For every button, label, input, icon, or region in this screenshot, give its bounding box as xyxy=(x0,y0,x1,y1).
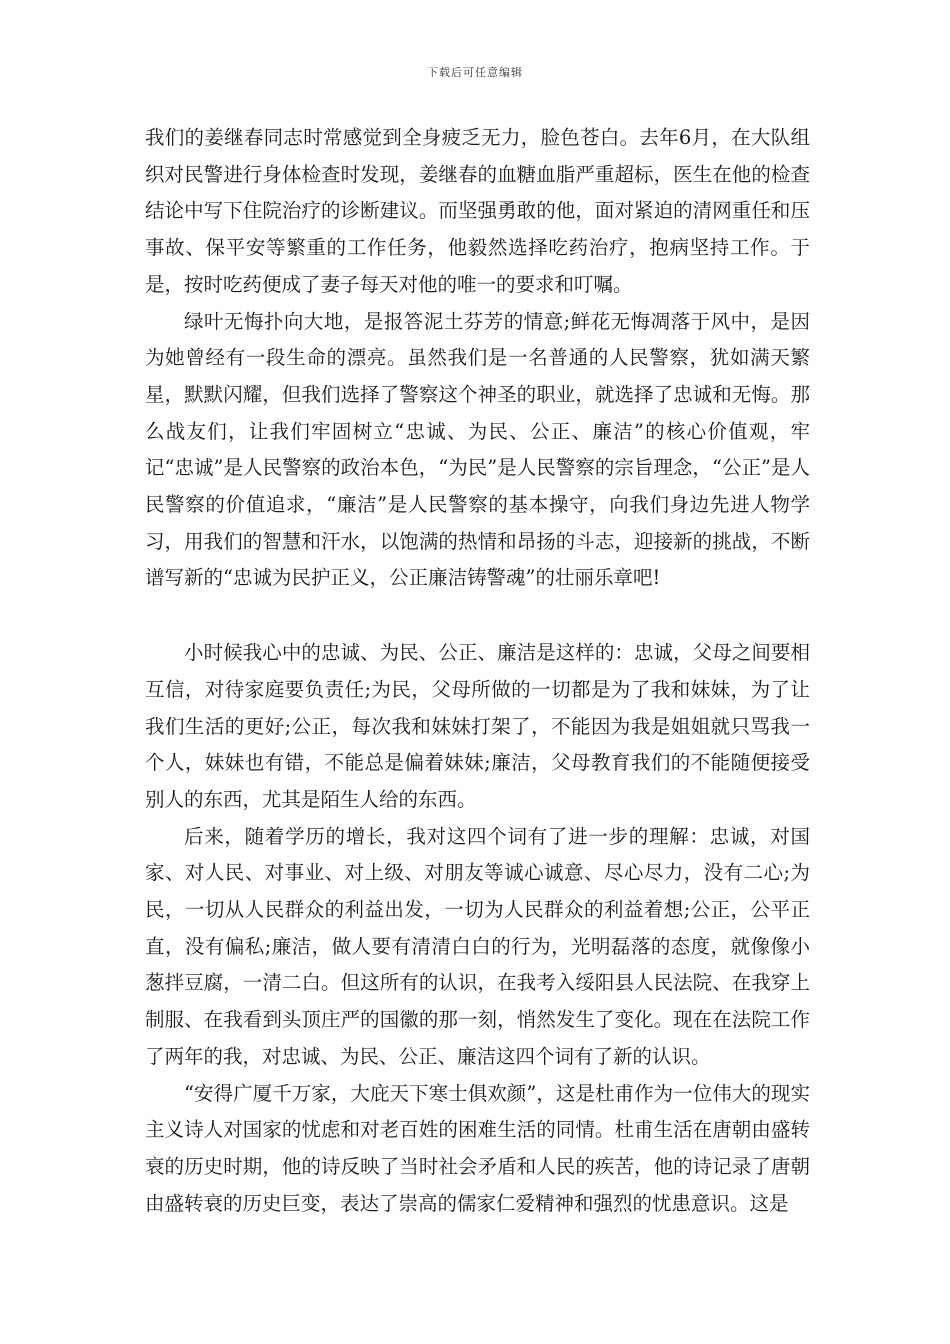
paragraph-3: 小时候我心中的忠诚、为民、公正、廉洁是这样的：忠诚，父母之间要相互信，对待家庭要负责任;为民，父母所做的一切都是为了我和妹妹，为了让我们生活的更好;公正，每次我和妹妹打架了，不能因为我是姐姐就只骂我一个人，妹妹也有错，不能总是偏着妹妹;廉洁，父母教育我们的不能随便接受别人的东西，尤其是陌生人给的东西。 xyxy=(145,641,810,811)
paragraph-2: 绿叶无悔扑向大地，是报答泥土芬芳的情意;鲜花无悔凋落于风中，是因为她曾经有一段生命的漂亮。虽然我们是一名普通的人民警察，犹如满天繁星，默默闪耀，但我们选择了警察这个神圣的职业，就选择了忠诚和无悔。那么战友们，让我们牢固树立“忠诚、为民、公正、廉洁”的核心价值观，牢记“忠诚”是人民警察的政治本色，“为民”是人民警察的宗旨理念，“公正”是人民警察的价值追求，“廉洁”是人民警察的基本操守，向我们身边先进人物学习，用我们的智慧和汗水，以饱满的热情和昂扬的斗志，迎接新的挑战，不断谱写新的“忠诚为民护正义，公正廉洁铸警魂”的壮丽乐章吧! xyxy=(145,309,810,590)
paragraph-4: 后来，随着学历的增长，我对这四个词有了进一步的理解：忠诚，对国家、对人民、对事业、对上级、对朋友等诚心诚意、尽心尽力，没有二心;为民，一切从人民群众的利益出发，一切为人民群众的利益着想;公正，公平正直，没有偏私;廉洁，做人要有清清白白的行为，光明磊落的态度，就像像小葱拌豆腐，一清二白。但这所有的认识，在我考入绥阳县人民法院、在我穿上制服、在我看到头顶庄严的国徽的那一刻，悄然发生了变化。现在在法院工作了两年的我，对忠诚、为民、公正、廉洁这四个词有了新的认识。 xyxy=(145,824,810,1068)
paragraph-gap xyxy=(145,597,810,635)
page-header: 下载后可任意编辑 xyxy=(427,66,523,79)
paragraph-5: “安得广厦千万家，大庇天下寒士俱欢颜”，这是杜甫作为一位伟大的现实主义诗人对国家的忧虑和对老百姓的困难生活的同情。杜甫生活在唐朝由盛转衰的历史时期，他的诗反映了当时社会矛盾和人民的疾苦，他的诗记录了唐朝由盛转衰的历史巨变，表达了崇高的儒家仁爱精神和强烈的忧患意识。这是 xyxy=(145,1081,810,1215)
paragraph-1: 我们的姜继春同志时常感觉到全身疲乏无力，脸色苍白。去年6月，在大队组织对民警进行身体检查时发现，姜继春的血糖血脂严重超标，医生在他的检查结论中写下住院治疗的诊断建议。而坚强勇敢的他，面对紧迫的清网重任和压事故、保平安等繁重的工作任务，他毅然选择吃药治疗，抱病坚持工作。于是，按时吃药便成了妻子每天对他的唯一的要求和叮嘱。 xyxy=(145,126,810,296)
document-body xyxy=(145,120,810,1222)
